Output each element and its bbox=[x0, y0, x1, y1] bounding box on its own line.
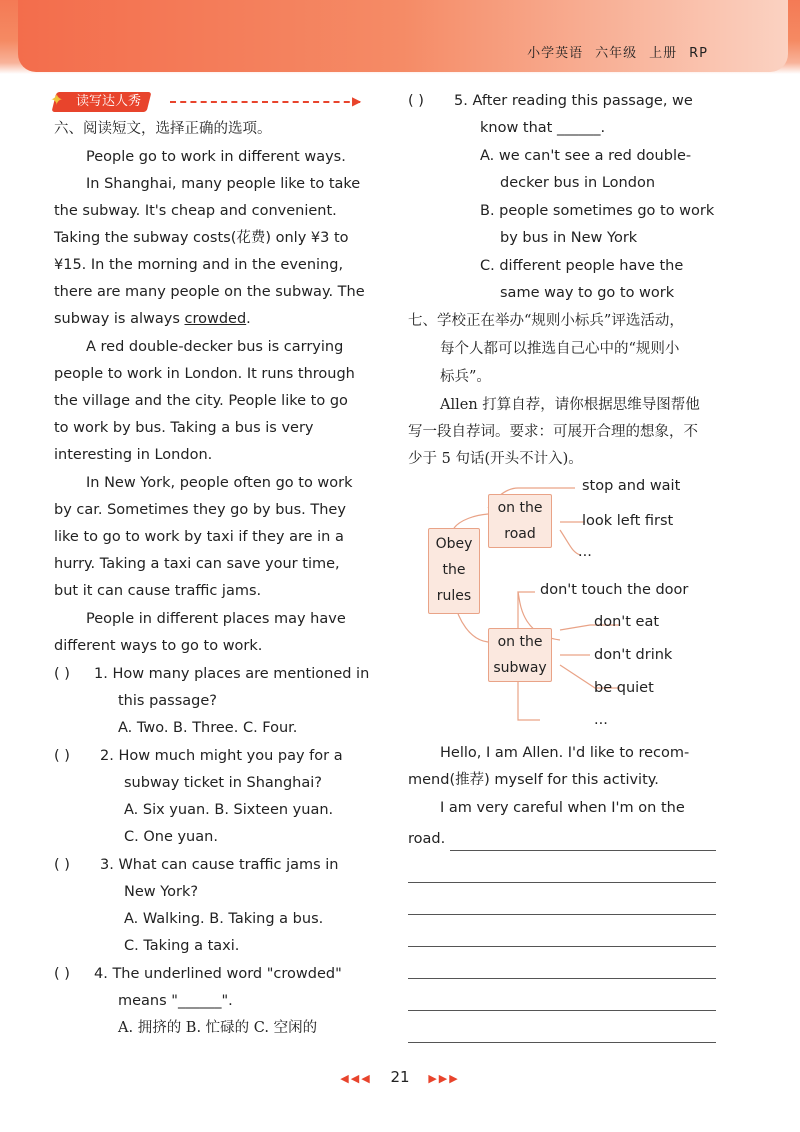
q7-instruction: 少于 5 句话(开头不计入)。 bbox=[408, 451, 583, 467]
question-stem: 5. After reading this passage, we bbox=[454, 93, 693, 109]
text-span: subway is always bbox=[54, 311, 185, 327]
underlined-word: crowded bbox=[184, 311, 247, 327]
section-tag-label: 读写达人秀 bbox=[76, 94, 142, 109]
mindmap-leaf: ... bbox=[594, 712, 608, 728]
mindmap-node-subway bbox=[488, 628, 552, 682]
answer-paren[interactable]: ( ) bbox=[54, 666, 70, 682]
option-line: decker bus in London bbox=[500, 175, 656, 191]
mindmap-node-road bbox=[488, 494, 552, 548]
passage-line: In New York, people often go to work bbox=[86, 475, 353, 491]
passage-line: the subway. It's cheap and convenient. bbox=[54, 203, 337, 219]
node-text: rules bbox=[436, 588, 472, 604]
writing-line[interactable] bbox=[408, 914, 716, 915]
mind-map bbox=[420, 470, 740, 740]
option-line: by bus in New York bbox=[500, 230, 638, 246]
mindmap-leaf: look left first bbox=[582, 513, 674, 529]
writing-line[interactable] bbox=[450, 850, 716, 851]
header-grade: 六年级 bbox=[595, 46, 638, 61]
passage-line: Taking the subway costs(花费) only ¥3 to bbox=[54, 230, 349, 246]
question-options: C. Taking a taxi. bbox=[124, 938, 240, 954]
writing-line[interactable] bbox=[408, 1010, 716, 1011]
answer-paren[interactable]: ( ) bbox=[54, 748, 70, 764]
passage-line: interesting in London. bbox=[54, 447, 213, 463]
q7-instruction: 写一段自荐词。要求：可展开合理的想象，不 bbox=[408, 424, 698, 440]
writing-start: road. bbox=[408, 831, 446, 847]
question-options: A. 拥挤的 B. 忙碌的 C. 空闲的 bbox=[118, 1020, 318, 1036]
question-stem: 1. How many places are mentioned in bbox=[94, 666, 370, 682]
answer-paren[interactable]: ( ) bbox=[408, 93, 424, 109]
q7-title: 标兵”。 bbox=[440, 369, 491, 385]
passage-line: People go to work in different ways. bbox=[86, 149, 346, 165]
passage-line: the village and the city. People like to go bbox=[54, 393, 348, 409]
option-line: A. we can't see a red double- bbox=[480, 148, 692, 164]
q7-instruction: Allen 打算自荐，请你根据思维导图帮他 bbox=[440, 397, 700, 413]
arrows-left-icon: ◀◀◀ bbox=[340, 1072, 372, 1085]
option-line: B. people sometimes go to work bbox=[480, 203, 715, 219]
question-stem: 3. What can cause traffic jams in bbox=[100, 857, 339, 873]
q7-title: 七、学校正在举办“规则小标兵”评选活动， bbox=[408, 313, 684, 329]
page-number: 21 bbox=[390, 1068, 410, 1086]
passage-line: hurry. Taking a taxi can save your time, bbox=[54, 556, 340, 572]
question-stem: means "______". bbox=[118, 993, 233, 1009]
q6-title: 六、阅读短文，选择正确的选项。 bbox=[54, 121, 272, 137]
writing-line[interactable] bbox=[408, 1042, 716, 1043]
mindmap-leaf: don't touch the door bbox=[540, 582, 689, 598]
passage-line bbox=[54, 306, 251, 333]
passage-line: by car. Sometimes they go by bus. They bbox=[54, 502, 346, 518]
mindmap-leaf: ... bbox=[578, 544, 592, 560]
header-info bbox=[515, 42, 708, 61]
page-footer bbox=[0, 1068, 800, 1086]
question-options: C. One yuan. bbox=[124, 829, 218, 845]
text-span: . bbox=[246, 311, 251, 327]
writing-start: Hello, I am Allen. I'd like to recom- bbox=[440, 745, 690, 761]
mindmap-leaf: don't eat bbox=[594, 614, 660, 630]
header-banner bbox=[18, 0, 788, 72]
passage-line: there are many people on the subway. The bbox=[54, 284, 365, 300]
header-edition: RP bbox=[689, 46, 708, 61]
passage-line: different ways to go to work. bbox=[54, 638, 263, 654]
question-stem: New York? bbox=[124, 884, 199, 900]
passage-line: In Shanghai, many people like to take bbox=[86, 176, 361, 192]
node-text: on the bbox=[497, 500, 543, 516]
question-stem: 4. The underlined word "crowded" bbox=[94, 966, 342, 982]
arrows-right-icon: ▶▶▶ bbox=[428, 1072, 460, 1085]
answer-paren[interactable]: ( ) bbox=[54, 966, 70, 982]
question-stem: subway ticket in Shanghai? bbox=[124, 775, 322, 791]
option-line: C. different people have the bbox=[480, 258, 684, 274]
node-text: on the bbox=[497, 634, 543, 650]
passage-line: A red double-decker bus is carrying bbox=[86, 339, 344, 355]
mindmap-leaf: don't drink bbox=[594, 647, 673, 663]
answer-paren[interactable]: ( ) bbox=[54, 857, 70, 873]
passage-line: ¥15. In the morning and in the evening, bbox=[54, 257, 344, 273]
arrow-right-icon: ▶ bbox=[352, 94, 362, 108]
node-text: subway bbox=[493, 660, 547, 676]
star-icon: ✦ bbox=[50, 90, 64, 109]
writing-line[interactable] bbox=[408, 882, 716, 883]
node-text: the bbox=[442, 562, 466, 578]
mindmap-leaf: stop and wait bbox=[582, 478, 681, 494]
passage-line: but it can cause traffic jams. bbox=[54, 583, 262, 599]
option-line: same way to go to work bbox=[500, 285, 675, 301]
writing-start: mend(推荐) myself for this activity. bbox=[408, 772, 659, 788]
passage-line: to work by bus. Taking a bus is very bbox=[54, 420, 314, 436]
writing-start: I am very careful when I'm on the bbox=[440, 800, 685, 816]
question-options: A. Six yuan. B. Sixteen yuan. bbox=[124, 802, 334, 818]
writing-line[interactable] bbox=[408, 978, 716, 979]
mindmap-root bbox=[428, 528, 480, 614]
question-stem: know that ______. bbox=[480, 120, 606, 136]
header-subject: 小学英语 bbox=[527, 46, 584, 61]
q7-title: 每个人都可以推选自己心中的“规则小 bbox=[440, 341, 680, 357]
passage-line: like to go to work by taxi if they are in a bbox=[54, 529, 344, 545]
question-options: A. Two. B. Three. C. Four. bbox=[118, 720, 298, 736]
writing-line[interactable] bbox=[408, 946, 716, 947]
node-text: Obey bbox=[435, 536, 473, 552]
passage-line: People in different places may have bbox=[86, 611, 346, 627]
mindmap-leaf: be quiet bbox=[594, 680, 654, 696]
node-text: road bbox=[504, 526, 536, 542]
section-divider bbox=[170, 101, 360, 103]
passage-line: people to work in London. It runs through bbox=[54, 366, 355, 382]
header-volume: 上册 bbox=[649, 46, 678, 61]
question-stem: 2. How much might you pay for a bbox=[100, 748, 343, 764]
question-options: A. Walking. B. Taking a bus. bbox=[124, 911, 324, 927]
question-stem: this passage? bbox=[118, 693, 217, 709]
